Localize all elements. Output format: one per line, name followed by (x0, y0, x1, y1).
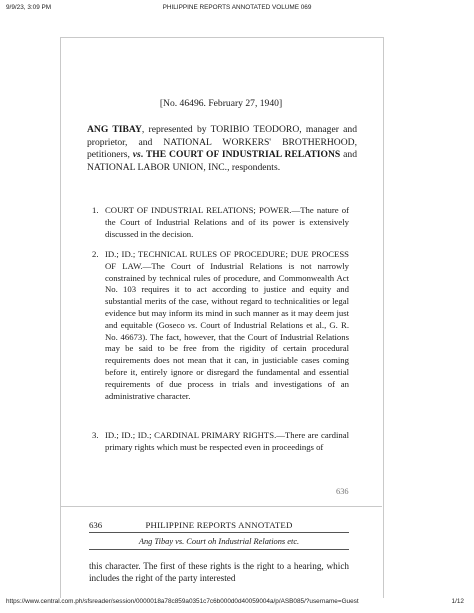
running-head-title: PHILIPPINE REPORTS ANNOTATED (145, 520, 293, 530)
syllabus-text-cont: . Court of Industrial Relations et al., G. R. No. 46673). The fact, however, that the Court of Industrial Relations may be said to be free from the rigidity of certain procedural requirements does not mean that it can, in justiciable cases coming before it, entirely ignore or disregard the fundamental and essential requirements of due process in trials and investigations of an administrative character. (105, 319, 349, 401)
party-respondent: THE COURT OF INDUSTRIAL RELATIONS (145, 149, 341, 161)
page-number: 636 (336, 487, 349, 496)
print-url: https://www.central.com.ph/sfsreader/session/0000018a78c859a0351c7c6b000d0d40059004a/p/ASB085/?username=Guest (6, 598, 359, 605)
page-divider (61, 506, 382, 507)
syllabus-item (92, 249, 349, 402)
party-petitioner: ANG TIBAY (87, 124, 142, 135)
running-head-rule (89, 549, 349, 550)
party-respondent-details: and NATIONAL LABOR UNION, INC., respondents. (87, 149, 358, 173)
print-footer (0, 598, 474, 608)
case-docket: [No. 46496. February 27, 1940] (159, 98, 283, 109)
syllabus-number: 2. (92, 249, 99, 259)
versus-label: vs (187, 319, 196, 330)
syllabus-text: COURT OF INDUSTRIAL RELATIONS; POWER.—The nature of the Court of Industrial Relations and of its power is extensively discussed in the decision. (105, 205, 349, 239)
print-title: PHILIPPINE REPORTS ANNOTATED VOLUME 069 (162, 4, 312, 11)
syllabus-item (92, 430, 349, 454)
syllabus-number: 3. (92, 430, 99, 440)
running-head-rule (89, 532, 349, 533)
versus-label: vs (132, 149, 141, 161)
body-text (89, 560, 349, 584)
print-datetime: 9/9/23, 3:09 PM (6, 4, 52, 11)
running-head-page-number: 636 (89, 520, 103, 530)
case-parties (87, 124, 357, 174)
party-petitioner-details: , represented by TORIBIO TEODORO, manager and proprietor, and NATIONAL WORKERS' BROTHERHOOD, petitioners, (87, 124, 357, 161)
body-paragraph: this character. The first of these rights is the right to a hearing, which includes the right of the party interested (89, 561, 349, 584)
versus-dot: . (140, 149, 146, 161)
running-head-subtitle: Ang Tibay vs. Court oh Industrial Relations etc. (138, 537, 300, 546)
syllabus-number: 1. (92, 205, 99, 215)
syllabus-text: ID.; ID.; ID.; CARDINAL PRIMARY RIGHTS.—There are cardinal primary rights which must be respected even in proceedings of (105, 430, 349, 452)
syllabus-item (92, 205, 349, 240)
print-header (0, 4, 474, 14)
print-page-count: 1/12 (451, 598, 464, 605)
syllabus-text: ID.; ID.; TECHNICAL RULES OF PROCEDURE; DUE PROCESS OF LAW.—The Court of Industrial Relations is not narrowly constrained by technical rules of procedure, and Commonwealth Act No. 103 requires it to act according to justice and equity and substantial merits of the case, without regard to technicalities or legal evidence but may inform its mind in such manner as it may deem just and equitable (Goseco (105, 249, 349, 330)
